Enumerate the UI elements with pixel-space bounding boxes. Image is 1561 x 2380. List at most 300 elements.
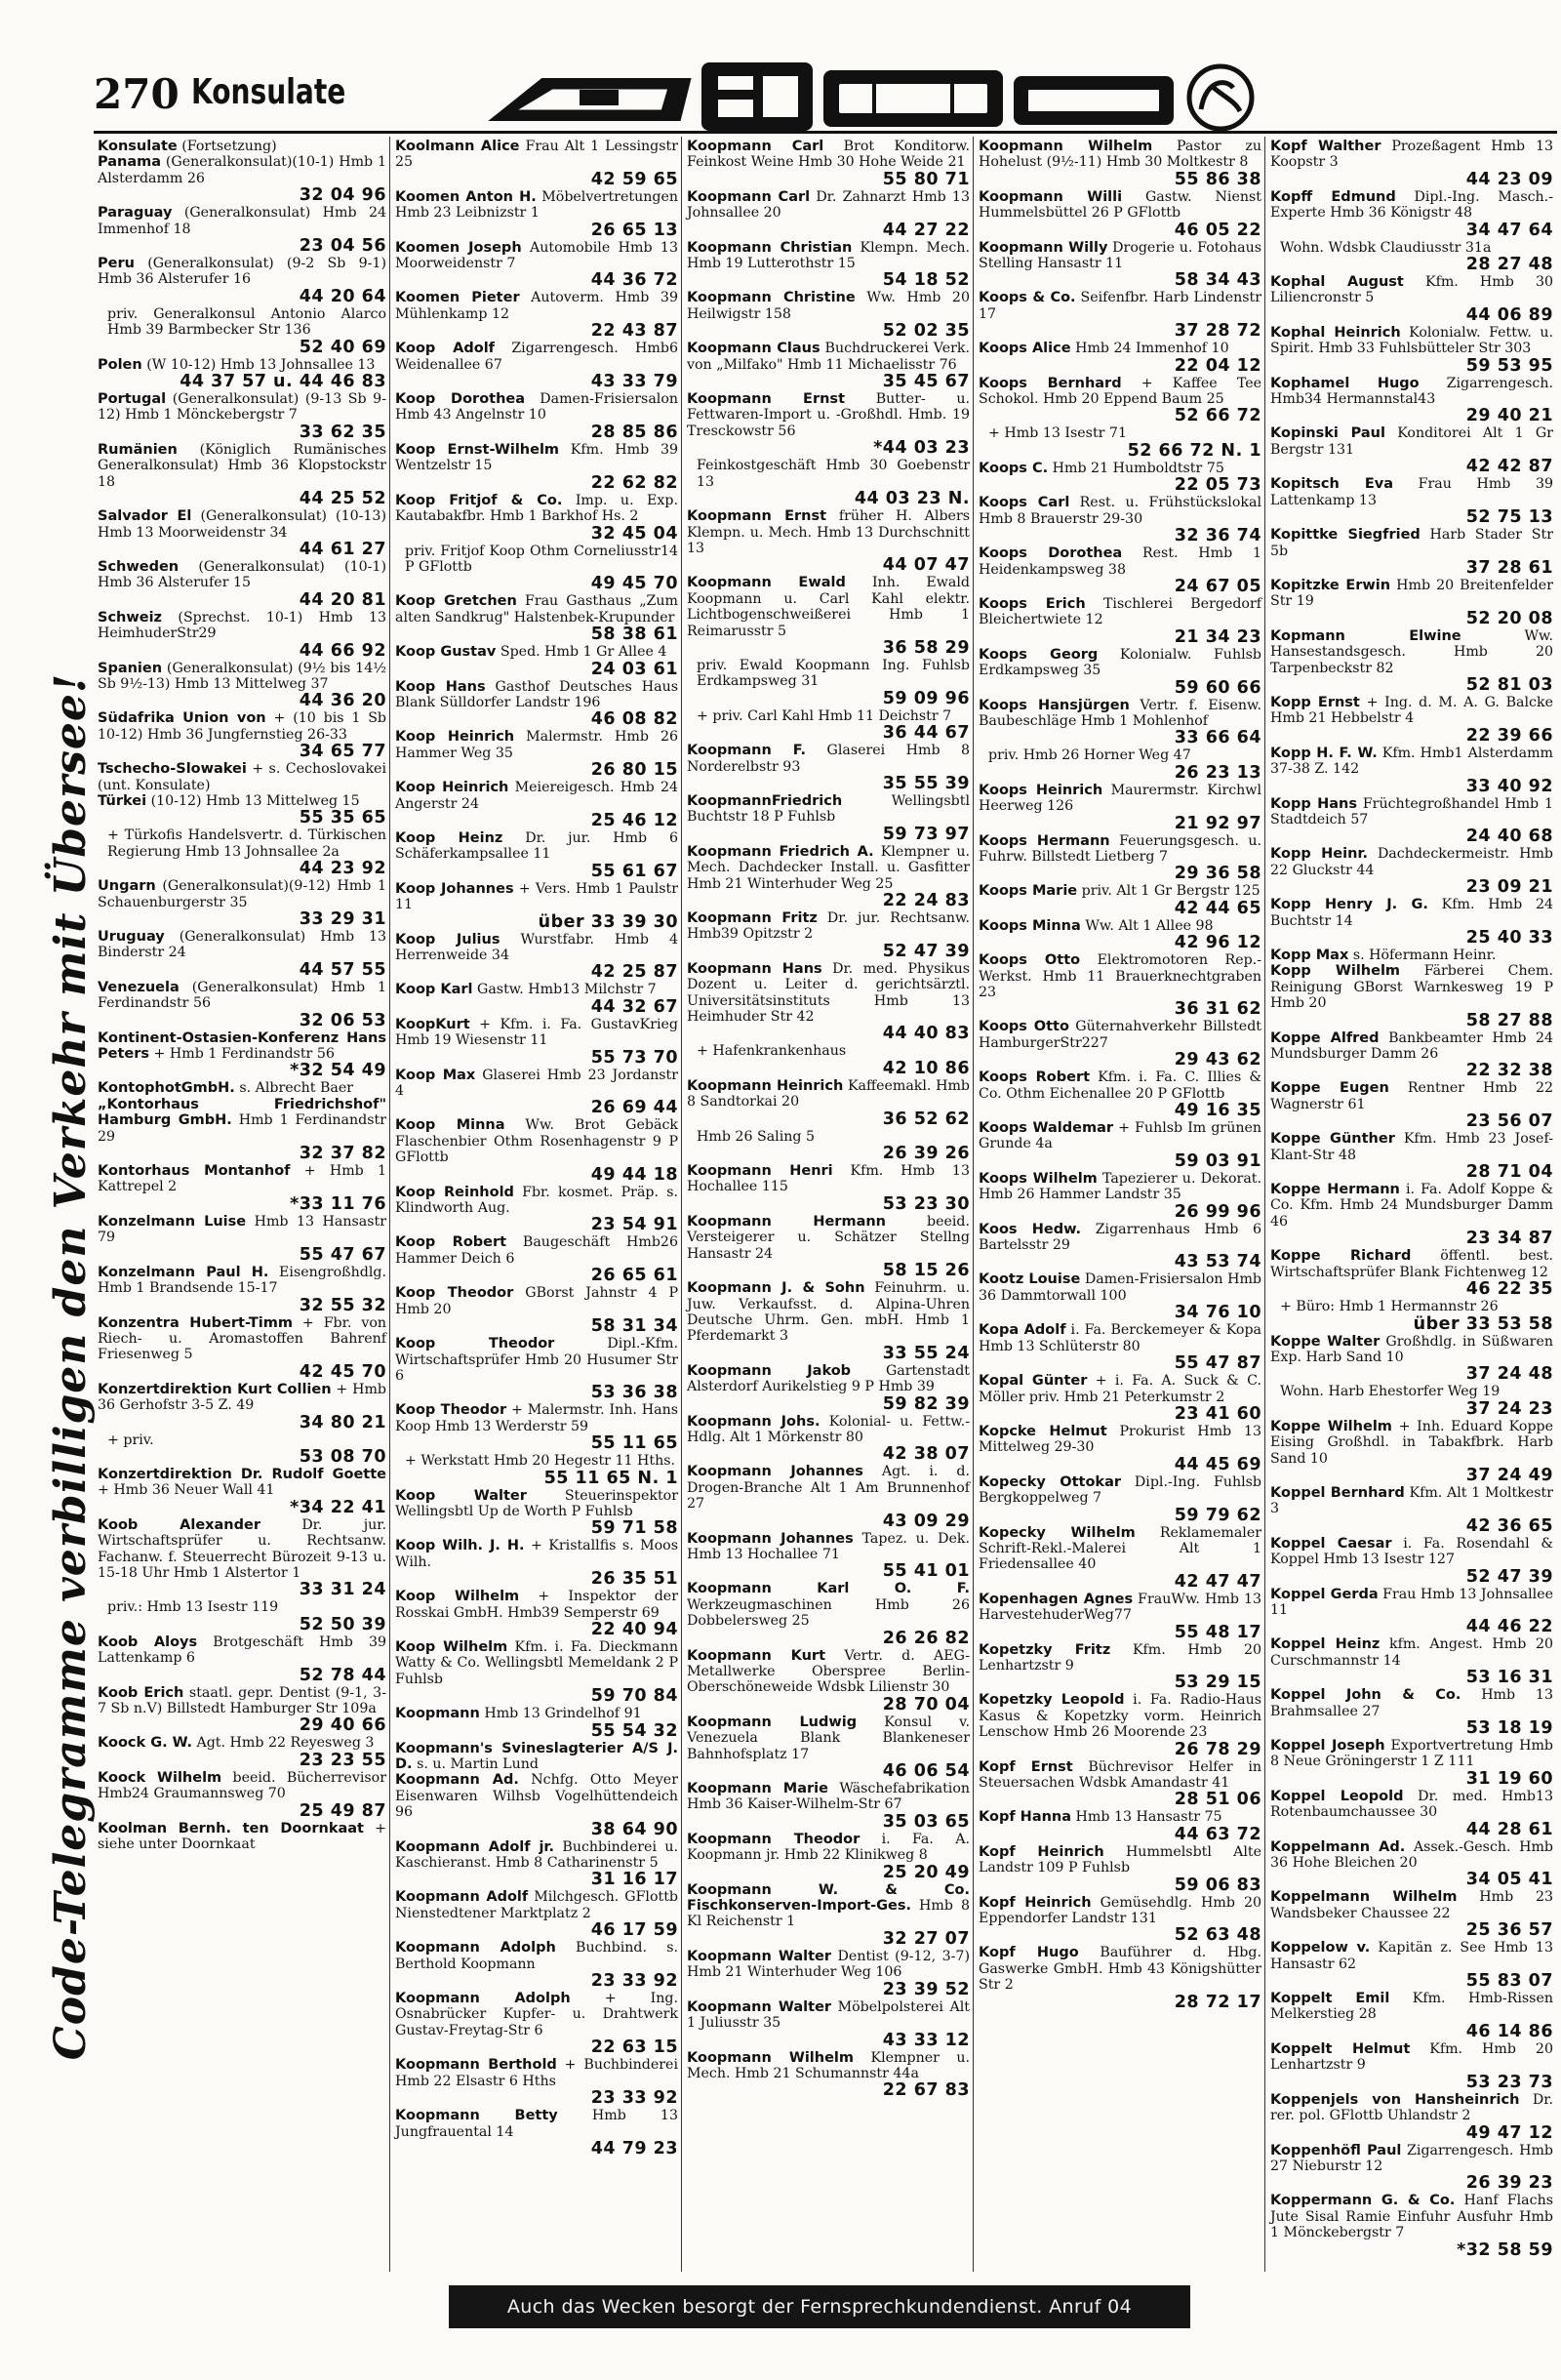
entry-details: (Generalkonsulat)(9-12) Hmb 1 Schauenburgerstr 35 [98, 878, 386, 910]
entry-name: Konzelmann Paul H. [98, 1264, 269, 1280]
directory-entry [687, 508, 970, 575]
directory-entry [395, 593, 678, 644]
entry-details: Dipl.-Kfm. Wirtschaftsprüfer Hmb 20 Husumer Str 6 [395, 1336, 678, 1384]
entry-name: Koomen Pieter [395, 290, 520, 306]
directory-entry [98, 1163, 386, 1214]
entry-details: i. Fa. Berckemeyer & Kopa Hmb 13 Schlüterstr 80 [979, 1322, 1262, 1354]
entry-details: Kfm. i. Fa. C. Illies & Co. Othm Eichenallee 20 P GFlottb [979, 1069, 1262, 1102]
entry-name: Koops Otto [979, 952, 1081, 969]
entry-details: Sped. Hmb 1 Gr Allee 4 [500, 644, 667, 661]
directory-entry [979, 1895, 1261, 1946]
listing-column-4 [973, 137, 1264, 2272]
directory-entry [979, 1809, 1261, 1843]
entry-phone-number: 33 29 31 [299, 909, 386, 929]
directory-entry [98, 710, 386, 761]
page-number: 270 [94, 70, 180, 118]
directory-entry [395, 2108, 678, 2158]
entry-phone-number: 44 37 57 u. 44 46 83 [180, 372, 386, 392]
entry-phone-number: 35 45 67 [882, 372, 970, 392]
directory-entry [395, 729, 678, 780]
entry-details: Kolonial- u. Fettw.-Hdlg. Alt 1 Mörkenstr 80 [687, 1413, 970, 1445]
entry-details: Kfm. Hmb 13 Hochallee 115 [687, 1163, 970, 1195]
directory-entry [1270, 1248, 1553, 1299]
directory-entry [395, 1402, 678, 1453]
entry-details: Damen-Frisiersalon Hmb 43 Angelnstr 10 [395, 391, 678, 424]
directory-entry [687, 1043, 970, 1077]
entry-name: Koopmann Ludwig [687, 1714, 858, 1730]
entry-details: Dr. med. Hmb13 Rotenbaumchaussee 30 [1270, 1788, 1554, 1821]
entry-details: + s. Cechoslovakei (unt. Konsulate) [98, 761, 386, 793]
entry-phone-number: 28 72 17 [1174, 1992, 1261, 2012]
directory-entry [1270, 376, 1553, 426]
entry-phone-number: 25 36 57 [1465, 1920, 1553, 1941]
entry-name: Koops & Co. [979, 290, 1076, 306]
directory-entry [395, 1991, 678, 2057]
directory-entry [98, 1382, 386, 1432]
directory-entry [395, 1234, 678, 1285]
entry-phone-number: 55 47 87 [1174, 1353, 1261, 1374]
entry-phone-number: 46 17 59 [590, 1920, 678, 1941]
entry-name: Koops Hansjürgen [979, 697, 1130, 713]
entry-phone-number: 22 24 83 [882, 891, 970, 910]
directory-entry [1270, 1636, 1553, 1687]
entry-details: Großhdlg. in Süßwaren Exp. Harb Sand 10 [1270, 1333, 1553, 1365]
directory-entry [395, 1839, 678, 1890]
entry-details: Wellingsbtl Buchtstr 18 P Fuhlsb [687, 792, 970, 826]
entry-name: Kopp Heinr. [1270, 846, 1369, 863]
directory-entry [98, 1080, 386, 1096]
directory-entry [98, 929, 386, 980]
directory-entry [98, 1214, 386, 1265]
entry-details: Zigarrenhaus Hmb 6 Bartelsstr 29 [979, 1221, 1261, 1254]
entry-phone-number: 26 39 26 [882, 1144, 970, 1164]
entry-phone-number: 55 86 38 [1174, 169, 1261, 189]
entry-details: + Vers. Hmb 1 Paulstr 11 [395, 880, 678, 913]
entry-phone-number: 53 16 31 [1465, 1668, 1553, 1688]
entry-details: s. Höfermann Heinr. [1352, 948, 1497, 963]
entry-details: (10-12) Hmb 13 Mittelweg 15 [150, 792, 360, 809]
directory-entry [687, 2050, 970, 2101]
entry-details: Kfm. Hmb 20 Lenhartzstr 9 [1270, 2040, 1553, 2074]
entry-phone-number: 44 20 81 [299, 589, 386, 610]
entry-phone-number: 22 40 94 [590, 1619, 678, 1639]
entry-name: Koopmann Adolf [395, 1889, 529, 1906]
listing-column-3 [681, 137, 973, 2272]
directory-entry [395, 679, 678, 730]
directory-entry [979, 596, 1261, 647]
directory-entry [687, 1163, 970, 1214]
entry-details: Dentist (9-12, 3-7) Hmb 21 Winterhuder Weg 106 [687, 1948, 970, 1981]
entry-name: Kopf Hanna [979, 1809, 1072, 1826]
entry-phone-number: 44 45 69 [1174, 1454, 1261, 1474]
entry-phone-number: 22 32 38 [1465, 1061, 1553, 1081]
entry-name: Koopmann Friedrich A. [687, 843, 874, 860]
entry-phone-number: 58 15 26 [882, 1261, 970, 1281]
entry-details: i. Fa. Radio-Haus Kasus & Kopetzky vorm. Heinrich Lenschow Hmb 26 Moorende 23 [979, 1692, 1261, 1741]
entry-phone-number: über 33 53 58 [1413, 1313, 1553, 1334]
directory-entry [687, 743, 970, 793]
entry-phone-number: 52 66 72 N. 1 [1127, 440, 1261, 461]
entry-details: Dr. jur. Hmb 6 Schäferkampsallee 11 [395, 829, 678, 863]
entry-name: Schweden [98, 558, 180, 575]
entry-name: Koop Julius [395, 931, 500, 948]
entry-name: Koppermann G. & Co. [1270, 2193, 1456, 2209]
entry-details: Büchrevisor Helfer in Steuersachen Wdsbk Amandastr 41 [979, 1758, 1261, 1791]
entry-name: Kopf Hugo [979, 1945, 1079, 1961]
entry-details: Hmb 24 Immenhof 10 [1075, 341, 1229, 357]
directory-entry [98, 827, 386, 878]
entry-details: Glaserei Hmb 23 Jordanstr 4 [395, 1067, 678, 1100]
entry-details: (W 10-12) Hmb 13 Johnsallee 13 [146, 356, 376, 373]
entry-phone-number: 44 23 92 [299, 859, 386, 879]
entry-details: + priv. Carl Kahl Hmb 11 Deichstr 7 [697, 707, 952, 724]
entry-name: Panama [98, 154, 162, 171]
entry-phone-number: 32 36 74 [1174, 526, 1261, 546]
directory-entry [395, 139, 678, 189]
entry-phone-number: 42 59 65 [590, 169, 678, 189]
directory-entry [98, 1467, 386, 1517]
entry-phone-number: 42 25 87 [590, 962, 678, 983]
entry-phone-number: 58 31 34 [590, 1316, 678, 1337]
entry-details: Hmb 8 Kl Reichenstr 1 [687, 1898, 970, 1930]
entry-details: Dr. jur. Wirtschaftsprüfer u. Rechtsanw. Fachanw. f. Steuerrecht Bürozeit 9-13 u. 15-18 Uhr Hmb 1 Alstertor 1 [98, 1516, 386, 1581]
directory-entry [1270, 476, 1553, 527]
entry-phone-number: 37 28 72 [1174, 321, 1261, 342]
directory-entry [979, 1692, 1261, 1758]
directory-entry [395, 442, 678, 493]
directory-entry [1270, 2092, 1553, 2143]
directory-entry [395, 544, 678, 594]
entry-phone-number: 42 44 65 [1174, 898, 1261, 918]
entry-details: priv. Fritjof Koop Othm Corneliusstr14 P GFlottb [405, 543, 678, 575]
entry-name: Koop Reinhold [395, 1184, 514, 1200]
entry-name: Kopinski Paul [1270, 425, 1385, 442]
directory-entry [979, 425, 1261, 460]
entry-name: Koppelow v. [1270, 1940, 1371, 1956]
entry-name: Kopf Heinrich [979, 1894, 1092, 1911]
entry-details: FrauWw. Hmb 13 HarvestehuderWeg77 [979, 1591, 1262, 1624]
directory-entry [687, 1882, 970, 1949]
entry-details: Rest. Hmb 1 Heidenkampsweg 38 [979, 545, 1261, 578]
entry-phone-number: 34 05 41 [1465, 1870, 1553, 1890]
directory-entry [1270, 2193, 1553, 2259]
entry-details: Kfm. i. Fa. Dieckmann Watty & Co. Wellingsbtl Memeldank 2 P Fuhlsb [395, 1638, 678, 1687]
directory-entry [687, 1129, 970, 1163]
entry-details: kfm. Angest. Hmb 20 Curschmannstr 14 [1270, 1636, 1553, 1669]
footer-banner [449, 2285, 1190, 2328]
directory-entry [979, 1069, 1261, 1120]
directory-entry [395, 189, 678, 240]
directory-entry [395, 1741, 678, 1773]
entry-name: Koolman Bernh. ten Doornkaat [98, 1820, 364, 1836]
entry-details: Hmb 23 Wandsbeker Chaussee 22 [1270, 1889, 1553, 1921]
entry-details: Buchbind. s. Berthold Koopmann [395, 1940, 679, 1972]
entry-phone-number: 55 61 67 [590, 861, 678, 881]
entry-name: Koock Wilhelm [98, 1769, 222, 1786]
listing-columns [98, 137, 1557, 2272]
entry-name: Koops Erich [979, 595, 1086, 612]
entry-phone-number: 59 79 62 [1174, 1505, 1261, 1525]
entry-phone-number: 25 40 33 [1465, 928, 1553, 948]
entry-phone-number: 25 20 49 [882, 1862, 970, 1882]
entry-phone-number: 23 33 92 [590, 1971, 678, 1992]
directory-entry [1270, 1839, 1553, 1890]
directory-entry [687, 1999, 970, 2050]
listing-column-2 [389, 137, 681, 2272]
entry-details: Dipl.-Ing. Fuhlsb Bergkoppelweg 7 [979, 1473, 1262, 1507]
entry-details: Rentner Hmb 22 Wagnerstr 61 [1270, 1080, 1553, 1112]
entry-name: Ungarn [98, 878, 156, 895]
directory-entry [1270, 1131, 1553, 1182]
directory-entry [979, 1271, 1261, 1322]
directory-entry [395, 1772, 678, 1838]
entry-phone-number: 21 92 97 [1174, 813, 1261, 833]
directory-entry [395, 1639, 678, 1706]
entry-details: Dr. Zahnarzt Hmb 13 Johnsallee 20 [687, 188, 970, 222]
entry-name: Koopmann Adolph [395, 1940, 556, 1956]
directory-entry [98, 154, 386, 205]
entry-details: (Generalkonsulat) (10-1) Hmb 36 Alsterufer 15 [98, 558, 386, 591]
entry-details: Bankbeamter Hmb 24 Mundsburger Damm 26 [1270, 1029, 1554, 1063]
directory-entry [687, 575, 970, 658]
directory-entry [687, 341, 970, 391]
entry-phone-number: 49 45 70 [590, 574, 678, 594]
directory-entry [687, 1078, 970, 1129]
entry-name: Koopmann Ewald [687, 575, 846, 591]
entry-name: Rumänien [98, 441, 178, 458]
entry-name: Koppelt Helmut [1270, 2040, 1411, 2057]
directory-entry [979, 290, 1261, 341]
directory-entry [98, 661, 386, 711]
directory-entry [1270, 1080, 1553, 1131]
directory-entry [98, 1634, 386, 1685]
entry-details: Güternahverkehr Billstedt HamburgerStr227 [979, 1019, 1261, 1051]
directory-entry [98, 980, 386, 1030]
directory-entry [979, 545, 1261, 596]
entry-details: Steuerinspektor Wellingsbtl Up de Worth P Fuhlsb [395, 1487, 679, 1519]
entry-name: Koob Erich [98, 1684, 184, 1701]
entry-name: Kopf Walther [1270, 139, 1381, 154]
entry-name: Konzelmann Luise [98, 1213, 247, 1230]
entry-name: Kopitsch Eva [1270, 476, 1394, 493]
directory-entry [687, 910, 970, 961]
entry-phone-number: 28 51 06 [1174, 1790, 1261, 1810]
directory-entry [979, 698, 1261, 748]
entry-phone-number: 55 80 71 [882, 169, 970, 189]
entry-details: Kolonialw. Fettw. u. Spirit. Hmb 33 Fuhlsbütteler Str 303 [1270, 324, 1553, 357]
directory-entry [98, 306, 386, 357]
directory-entry [98, 442, 386, 508]
entry-phone-number: 52 02 35 [882, 321, 970, 342]
entry-phone-number: 42 38 07 [882, 1444, 970, 1465]
entry-details: priv.: Hmb 13 Isestr 119 [107, 1599, 279, 1616]
entry-details: Wurstfabr. Hmb 4 Herrenweide 34 [395, 931, 678, 963]
entry-phone-number: 43 09 29 [882, 1511, 970, 1531]
directory-entry [687, 1280, 970, 1363]
entry-phone-number: 26 78 29 [1174, 1739, 1261, 1759]
entry-phone-number: 55 83 07 [1465, 1971, 1553, 1992]
entry-phone-number: 46 14 86 [1465, 2021, 1553, 2041]
entry-details: Brot Konditorw. Feinkost Weine Hmb 30 Hohe Weide 21 [687, 139, 970, 171]
entry-details: Zigarrengesch. Hmb 27 Nieburstr 12 [1270, 2142, 1553, 2174]
entry-name: Koopmann Jakob [687, 1362, 852, 1379]
entry-phone-number: 28 27 48 [1465, 255, 1553, 275]
entry-details: Buchdruckerei Verk. von „Milfako" Hmb 11 Michaelisstr 76 [687, 341, 970, 373]
entry-name: Kontinent-Ostasien-Konferenz Hans Peters [98, 1029, 386, 1063]
entry-name: Koppenjels von Hansheinrich [1270, 2091, 1520, 2108]
entry-details: + Kristallfis s. Moos Wilh. [395, 1538, 678, 1570]
entry-phone-number: 22 43 87 [590, 321, 678, 342]
entry-name: Koop Fritjof & Co. [395, 492, 563, 508]
entry-phone-number: 52 40 69 [299, 337, 386, 357]
directory-entry [979, 1759, 1261, 1810]
entry-details: öffentl. best. Wirtschaftsprüfer Blank Fichtenweg 12 [1270, 1248, 1553, 1280]
directory-entry [1270, 274, 1553, 325]
entry-name: Koops Robert [979, 1069, 1091, 1086]
entry-phone-number: 55 35 65 [299, 808, 386, 828]
header-rule [94, 131, 1557, 134]
directory-entry [1270, 963, 1553, 1029]
entry-name: Kopf Heinrich [979, 1843, 1104, 1860]
entry-name: Koppe Richard [1270, 1248, 1412, 1265]
entry-name: Koop Wilhelm [395, 1638, 508, 1655]
entry-details: Buchbinderei u. Kaschieranst. Hmb 8 Catharinenstr 5 [395, 1838, 678, 1872]
entry-name: Koop Wilh. J. H. [395, 1538, 525, 1554]
directory-entry [1270, 2143, 1553, 2194]
entry-details: Kaffeemakl. Hmb 8 Sandtorkai 20 [687, 1077, 970, 1110]
entry-details: Milchgesch. GFlottb Nienstedtener Marktplatz 2 [395, 1889, 678, 1921]
entry-details: Frau Alt 1 Lessingstr 25 [395, 139, 678, 171]
entry-details: + Hafenkrankenhaus [697, 1043, 847, 1060]
entry-details: Klempner u. Mech. Hmb 21 Schumannstr 44a [687, 2049, 971, 2081]
entry-details: Kfm. Hmb 20 Lenhartzstr 9 [979, 1641, 1262, 1674]
entry-details: + Kaffee Tee Schokol. Hmb 20 Eppend Baum 25 [979, 375, 1261, 408]
entry-details: Pastor zu Hohelust (9½-11) Hmb 30 Moltkestr 8 [979, 139, 1262, 171]
entry-phone-number: 44 25 52 [299, 489, 386, 509]
entry-details: + Fuhlsb Im grünen Grunde 4a [979, 1120, 1262, 1152]
entry-details: Kapitän z. See Hmb 13 Hansastr 62 [1270, 1940, 1553, 1972]
directory-entry [687, 1531, 970, 1582]
entry-details: priv. Hmb 26 Horner Weg 47 [988, 747, 1191, 764]
entry-details: Gasthof Deutsches Haus Blank Sülldorfer Landstr 196 [395, 678, 678, 710]
directory-entry [979, 1642, 1261, 1693]
entry-details: + Ing. d. M. A. G. Balcke Hmb 21 Hebbelstr 4 [1270, 694, 1553, 727]
directory-entry [687, 458, 970, 508]
entry-name: Koob Aloys [98, 1634, 198, 1650]
entry-details: Klempn. Mech. Hmb 19 Lutterothstr 15 [687, 239, 970, 272]
directory-entry [395, 1940, 678, 1991]
entry-phone-number: 29 43 62 [1174, 1050, 1261, 1070]
entry-name: Kopf Ernst [979, 1758, 1073, 1775]
directory-entry [687, 391, 970, 458]
directory-entry [979, 189, 1261, 240]
entry-name: Spanien [98, 660, 163, 676]
entry-name: Koopmann's Svineslagterier A/S J. D. [395, 1740, 678, 1772]
entry-name: Koppe Günther [1270, 1131, 1395, 1148]
entry-phone-number: 59 60 66 [1174, 677, 1261, 698]
entry-phone-number: 44 66 92 [299, 640, 386, 661]
directory-entry [687, 708, 970, 743]
directory-entry [98, 256, 386, 306]
entry-phone-number: 38 64 90 [590, 1819, 678, 1839]
entry-name: Koopmann Johannes [687, 1464, 863, 1480]
entry-name: Koopmann Wilhelm [687, 2049, 855, 2066]
entry-details: Hmb 13 Jungfrauental 14 [395, 2108, 678, 2140]
directory-entry [1270, 897, 1553, 948]
entry-phone-number: 26 69 44 [590, 1098, 678, 1118]
entry-details: Konsul v. Venezuela Blank Blankeneser Bahnhofsplatz 17 [687, 1714, 971, 1762]
entry-name: Kontorhaus Montanhof [98, 1163, 291, 1180]
entry-name: Kopetzky Fritz [979, 1641, 1111, 1658]
directory-entry [98, 559, 386, 610]
directory-entry [979, 240, 1261, 291]
entry-name: Koopmann Betty [395, 2108, 558, 2124]
entry-name: KontophotGmbH. [98, 1080, 235, 1097]
entry-details: Zigarrengesch. Hmb34 Hermannstal43 [1270, 375, 1553, 408]
entry-name: Koop Theodor [395, 1402, 507, 1419]
entry-details: + Hmb 1 Kattrepel 2 [98, 1163, 386, 1195]
entry-details: Reklamemaler Schrift-Rekl.-Malerei Alt 1 Friedensallee 40 [979, 1524, 1261, 1573]
entry-details: Bauführer d. Hbg. Gaswerke GmbH. Hmb 43 Königshütter Str 2 [979, 1945, 1261, 1994]
entry-name: Koppel Joseph [1270, 1738, 1385, 1754]
directory-entry [687, 961, 970, 1044]
directory-entry [1270, 2041, 1553, 2092]
entry-name: Kopa Adolf [979, 1322, 1066, 1339]
entry-details: Agt. i. d. Drogen-Branche Alt 1 Am Brunnenhof 27 [687, 1464, 970, 1513]
directory-entry [979, 1222, 1261, 1272]
entry-details: Gastw. Nienst Hummelsbüttel 26 P GFlottb [979, 188, 1261, 222]
directory-entry [1270, 846, 1553, 897]
directory-entry [395, 881, 678, 932]
entry-phone-number: 25 49 87 [299, 1800, 386, 1821]
entry-details: Kfm. Hmb 39 Wentzelstr 15 [395, 441, 678, 474]
entry-name: Koop Gretchen [395, 593, 517, 610]
entry-details: Dr. med. Physikus Dozent u. Leiter d. gerichtsärztl. Universitätsinstituts Hmb 13 Heimhuder Str 42 [687, 960, 970, 1026]
directory-entry [1270, 1485, 1553, 1536]
entry-details: + Hmb 1 Ferdinandstr 56 [153, 1046, 335, 1063]
entry-phone-number: 55 47 67 [299, 1244, 386, 1265]
directory-entry [687, 189, 970, 240]
entry-details: Glaserei Hmb 8 Norderelbstr 93 [687, 743, 970, 775]
entry-name: Koops Hermann [979, 832, 1110, 849]
entry-details: beeid. Versteigerer u. Schätzer Stellng Hansastr 24 [687, 1213, 970, 1262]
entry-details: + Türkofis Handelsvertr. d. Türkischen Regierung Hmb 13 Johnsallee 2a [107, 827, 386, 860]
entry-name: Konzentra Hubert-Timm [98, 1314, 293, 1331]
entry-details: Nchfg. Otto Meyer Eisenwaren Wilhsb Vogelhüttendeich 96 [395, 1772, 678, 1821]
entry-phone-number: 59 03 91 [1174, 1150, 1261, 1171]
entry-details: + Malermstr. Inh. Hans Koop Hmb 13 Werderstr 59 [395, 1402, 678, 1434]
entry-details: (Generalkonsulat) (9-13 Sb 9-12) Hmb 1 Mönckebergstr 7 [98, 391, 387, 424]
entry-phone-number: 52 81 03 [1465, 674, 1553, 695]
directory-entry [395, 644, 678, 678]
entry-name: Koppel John & Co. [1270, 1687, 1461, 1704]
entry-details: Feuerungsgesch. u. Fuhrw. Billstedt Lietberg 7 [979, 832, 1261, 865]
entry-name: Koppel Bernhard [1270, 1484, 1405, 1501]
entry-name: Koopmann Walter [687, 1948, 832, 1964]
entry-name: Koppelmann Ad. [1270, 1838, 1406, 1855]
directory-entry [979, 1373, 1261, 1424]
entry-name: Koopmann Carl [687, 139, 824, 154]
entry-phone-number: 23 34 87 [1465, 1229, 1553, 1249]
entry-details: Seifenfbr. Harb Lindenstr 17 [979, 290, 1261, 322]
directory-entry [98, 508, 386, 559]
entry-name: Koop Heinrich [395, 729, 515, 746]
entry-phone-number: 49 44 18 [590, 1164, 678, 1185]
entry-details: Damen-Frisiersalon Hmb 36 Dammtorwall 100 [979, 1271, 1261, 1304]
entry-phone-number: 43 33 12 [882, 2030, 970, 2050]
directory-entry [979, 1120, 1261, 1171]
directory-entry [395, 1017, 678, 1068]
